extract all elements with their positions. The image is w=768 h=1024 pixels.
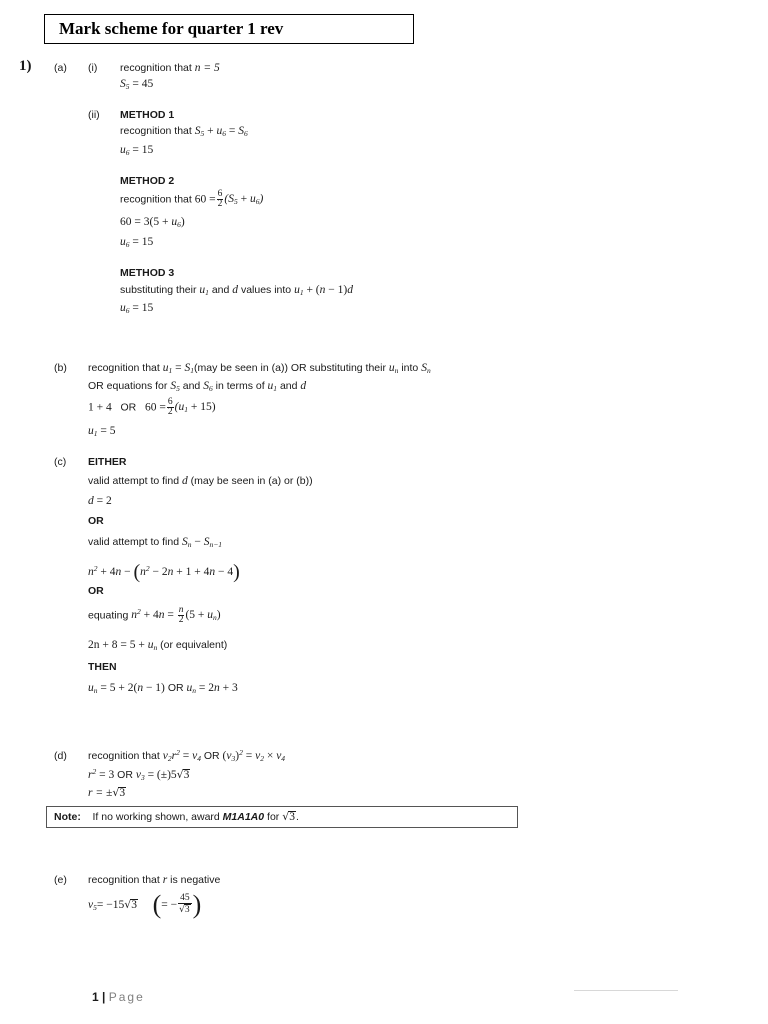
part-e-line1: recognition that r is negative [88, 874, 221, 886]
part-d-line2: $r^2 = 3$ OR $v_3 = (\pm)5√3$ [88, 767, 190, 782]
part-b-label: (b) [54, 362, 67, 374]
note-award: M1A1A0 [222, 811, 265, 823]
method2-answer: $u_6 = 15$ [120, 236, 154, 249]
document-title: Mark scheme for quarter 1 rev [44, 14, 414, 44]
part-c-line1: valid attempt to find d (may be seen in (a) or (b)) [88, 475, 313, 487]
note-label: Note: [54, 811, 81, 823]
part-c-final: $u_n = 5 + 2(n - 1)$ OR $u_n = 2n + 3$ [88, 682, 238, 695]
part-c-label: (c) [54, 456, 67, 468]
part-e-answer: $v_5= -15√3$ (= − $\frac{45}{√3}$ ) [88, 890, 202, 919]
note-text: If no working shown, award [92, 811, 220, 823]
method1-heading: METHOD 1 [120, 109, 175, 121]
method3-heading: METHOD 3 [120, 267, 175, 279]
footer-rule [574, 990, 678, 991]
part-d-line1: recognition that $v_2r^2 = v_4$ OR $(v_3)^2 = v_2 \times v_4$ [88, 748, 286, 763]
part-b-line2: OR equations for $S_5$ and $S_6$ in terms of $u_1$ and d [88, 380, 307, 393]
part-d-label: (d) [54, 750, 67, 762]
method1-answer: $u_6 = 15$ [120, 144, 154, 157]
page-number: 1 [92, 990, 99, 1004]
part-a-i-label: (i) [88, 62, 98, 74]
part-c-equating: equating $n^2 + 4n$ = $\frac{n}{2}$ $(5 + u_n)$ [88, 605, 221, 625]
part-c-line2: valid attempt to find $S_n - S_{n-1}$ [88, 536, 223, 549]
method1-line: recognition that $S_5 + u_6 = S_6$ [120, 125, 248, 138]
part-b-line1: recognition that $u_1 = S_1(may$ be seen in (a)) OR substituting their $u_n$ into $S_n$ [88, 362, 431, 375]
or-heading-1: OR [88, 515, 104, 527]
part-c-d-answer: d = 2 [88, 495, 112, 507]
part-a-i-answer: $S_5 = 45$ [120, 78, 154, 91]
part-a-i-line1: recognition that n = 5 [120, 62, 220, 74]
part-a-label: (a) [54, 62, 67, 74]
part-a-ii-label: (ii) [88, 109, 100, 121]
or-heading-2: OR [88, 585, 104, 597]
note-box: Note: If no working shown, award M1A1A0 for √3. [46, 806, 518, 828]
part-b-answer: $u_1 = 5$ [88, 425, 116, 438]
footer-separator: | [102, 990, 106, 1004]
question-number: 1) [19, 58, 32, 74]
method3-line: substituting their $u_1$ and d values into $u_1 + (n - 1)d$ [120, 284, 353, 297]
page-word: Page [108, 990, 145, 1004]
part-d-answer: r = ±√3 [88, 786, 126, 799]
part-e-label: (e) [54, 874, 67, 886]
method2-heading: METHOD 2 [120, 175, 175, 187]
part-c-2n8: $2n + 8 = 5 + u_n$ (or equivalent) [88, 639, 228, 652]
part-c-expansion: $n^2 + 4n - (n^2 - 2n + 1 + 4n - 4)$ [88, 561, 240, 583]
method2-line2: $60 = 3(5 + u_6)$ [120, 216, 185, 229]
either-heading: EITHER [88, 456, 127, 468]
method2-line1: recognition that 60 = $\frac{6}{2}$ $(S_5 + u_6)$ [120, 189, 264, 209]
then-heading: THEN [88, 661, 117, 673]
method3-answer: $u_6 = 15$ [120, 302, 154, 315]
page-footer [92, 990, 145, 1004]
part-b-line3: 1 + 4 OR 60 = $\frac{6}{2}$ $(u_1 + 15)$ [88, 397, 216, 417]
